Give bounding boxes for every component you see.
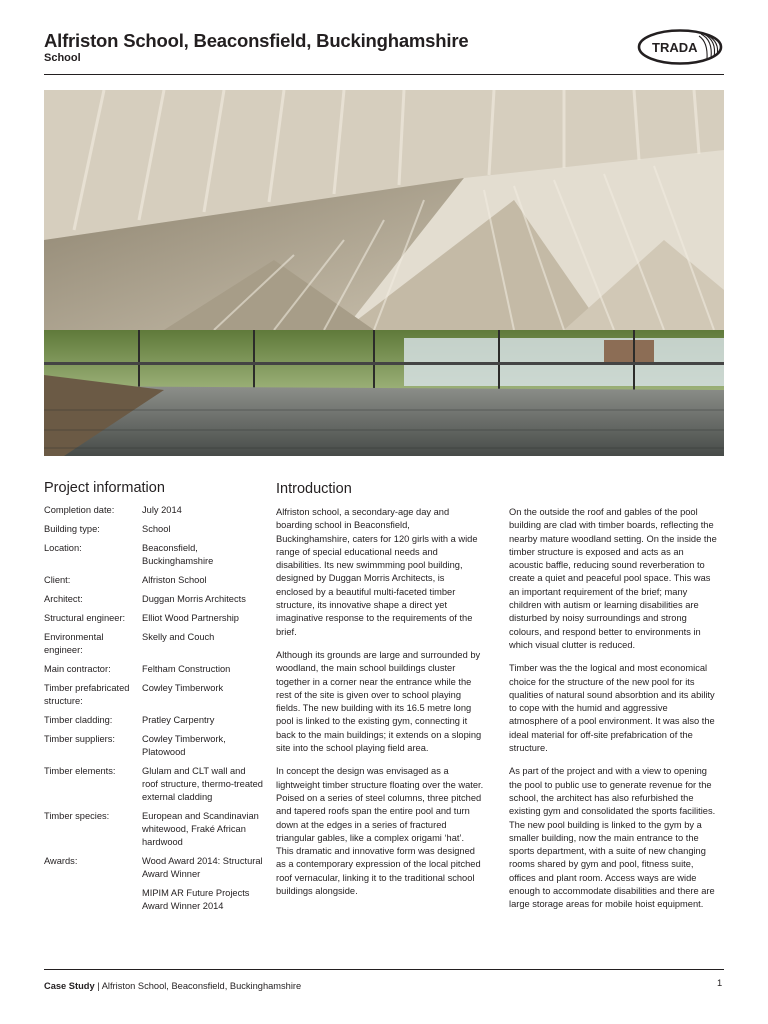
intro-column-2 <box>509 506 717 922</box>
trada-logo <box>637 28 723 66</box>
info-row <box>44 542 264 568</box>
info-value: Duggan Morris Architects <box>142 594 246 604</box>
project-info-table <box>44 504 264 919</box>
info-value: European and Scandinavian whitewood, Fraké African hardwood <box>142 811 259 847</box>
info-label: Environmental engineer: <box>44 632 104 655</box>
page-number: 1 <box>717 978 723 988</box>
info-label: Timber suppliers: <box>44 734 115 744</box>
info-label: Client: <box>44 575 71 585</box>
info-value: Pratley Carpentry <box>142 715 215 725</box>
info-row <box>44 663 264 676</box>
info-value: Elliot Wood Partnership <box>142 613 239 623</box>
info-value: July 2014 <box>142 505 182 515</box>
footer-label: Case Study <box>44 981 95 991</box>
info-row <box>44 765 264 804</box>
footer <box>44 981 301 991</box>
info-label: Timber prefabricated structure: <box>44 683 130 706</box>
paragraph: As part of the project and with a view to opening the pool to public use to generate revenue for the school, the architect has also refurbished the existing gym and consolidated the sports facilities. The new pool building is linked to the gym by a smaller building, now the main entrance to the sports department, with a suite of new changing rooms shared by gym and pool, fitness suite, offices and plant room. Access ways are wide enough to accommodate disabilities and there are large storage areas for mobile hoist equipment. <box>509 766 716 910</box>
page-title: Alfriston School, Beaconsfield, Buckinghamshire <box>44 30 469 51</box>
info-label: Architect: <box>44 594 83 604</box>
info-value: Alfriston School <box>142 575 207 585</box>
paragraph: Alfriston school, a secondary-age day and boarding school in Beaconsfield, Buckinghamshire, caters for 120 girls with a wide range of special educational needs and disabilities. Its new swimmming pool building, designed by Duggan Morris Architects, is enclosed by a beautiful multi-faceted timber structure, its innovative shape a direct yet imaginative response to the requirements of the brief. <box>276 507 478 637</box>
info-row <box>44 523 264 536</box>
info-label: Awards: <box>44 856 78 866</box>
info-label: Timber species: <box>44 811 110 821</box>
info-row <box>44 714 264 727</box>
info-label: Timber elements: <box>44 766 116 776</box>
info-row <box>44 574 264 587</box>
info-label: Timber cladding: <box>44 715 113 725</box>
info-label: Completion date: <box>44 505 115 515</box>
page-subtitle: School <box>44 52 81 64</box>
header-rule <box>44 74 724 75</box>
footer-rule <box>44 969 724 970</box>
info-row <box>44 810 264 849</box>
info-row <box>44 682 264 708</box>
info-value: School <box>142 524 171 534</box>
logo-text: TRADA <box>652 40 698 55</box>
pool-photo <box>44 90 724 456</box>
info-row <box>44 631 264 657</box>
info-row <box>44 855 264 913</box>
info-label: Building type: <box>44 524 100 534</box>
paragraph: In concept the design was envisaged as a lightweight timber structure floating over the water. Poised on a series of steel columns, three pitched and tapered roofs span the entire pool and turn down at the edges in a series of fractured triangular gables, like a complex origami ‘hat’. This dramatic and innovative form was designed as a contemporary expression of the local pitched roof vernacular, linking it to the traditional school buildings alongside. <box>276 766 484 897</box>
info-row <box>44 733 264 759</box>
paragraph: Although its grounds are large and surrounded by woodland, the main school buildings cluster together in a corner near the entrance while the rest of the site is given over to school playing fields. The new building with its 16.5 metre long pool is linked to the existing gym, connecting it back to the main buildings; it extends on a sloping site into the school playing field area. <box>276 649 482 754</box>
info-value: Beaconsfield, Buckinghamshire <box>142 543 214 566</box>
footer-text: | Alfriston School, Beaconsfield, Buckinghamshire <box>94 981 302 991</box>
info-value: Glulam and CLT wall and roof structure, thermo-treated external cladding <box>142 766 263 802</box>
info-value: Cowley Timberwork, Platowood <box>142 734 226 757</box>
info-label: Main contractor: <box>44 664 111 674</box>
info-value: Wood Award 2014: Structural Award Winner MIPIM AR Future Projects Award Winner 2014 <box>142 856 263 911</box>
info-row <box>44 504 264 517</box>
paragraph: On the outside the roof and gables of the pool building are clad with timber boards, reflecting the nearby mature woodland setting. On the inside the timber structure is exposed and acts as an acoustic baffle, reducing sound reverberation to create a quiet and peaceful pool space. This was an important requirement of the brief; many children with autism or learning disabilities are disturbed by noisy surroundings and strong colours, and respond better to environments in which visual clutter is reduced. <box>509 507 717 650</box>
introduction-heading: Introduction <box>276 481 352 497</box>
info-row <box>44 612 264 625</box>
info-value: Cowley Timberwork <box>142 683 224 693</box>
project-info-heading: Project information <box>44 480 165 496</box>
info-row <box>44 593 264 606</box>
info-label: Location: <box>44 543 82 553</box>
paragraph: Timber was the the logical and most economical choice for the structure of the new pool for its qualities of natural sound absorbtion and its ability to cope with the humid and aggressive atmosphere of a pool environment. It was also the ideal material for off-site prefabrication of the structure. <box>509 663 715 754</box>
info-label: Structural engineer: <box>44 613 126 623</box>
info-value: Feltham Construction <box>142 664 231 674</box>
intro-column-1 <box>276 506 484 908</box>
info-value: Skelly and Couch <box>142 632 215 642</box>
